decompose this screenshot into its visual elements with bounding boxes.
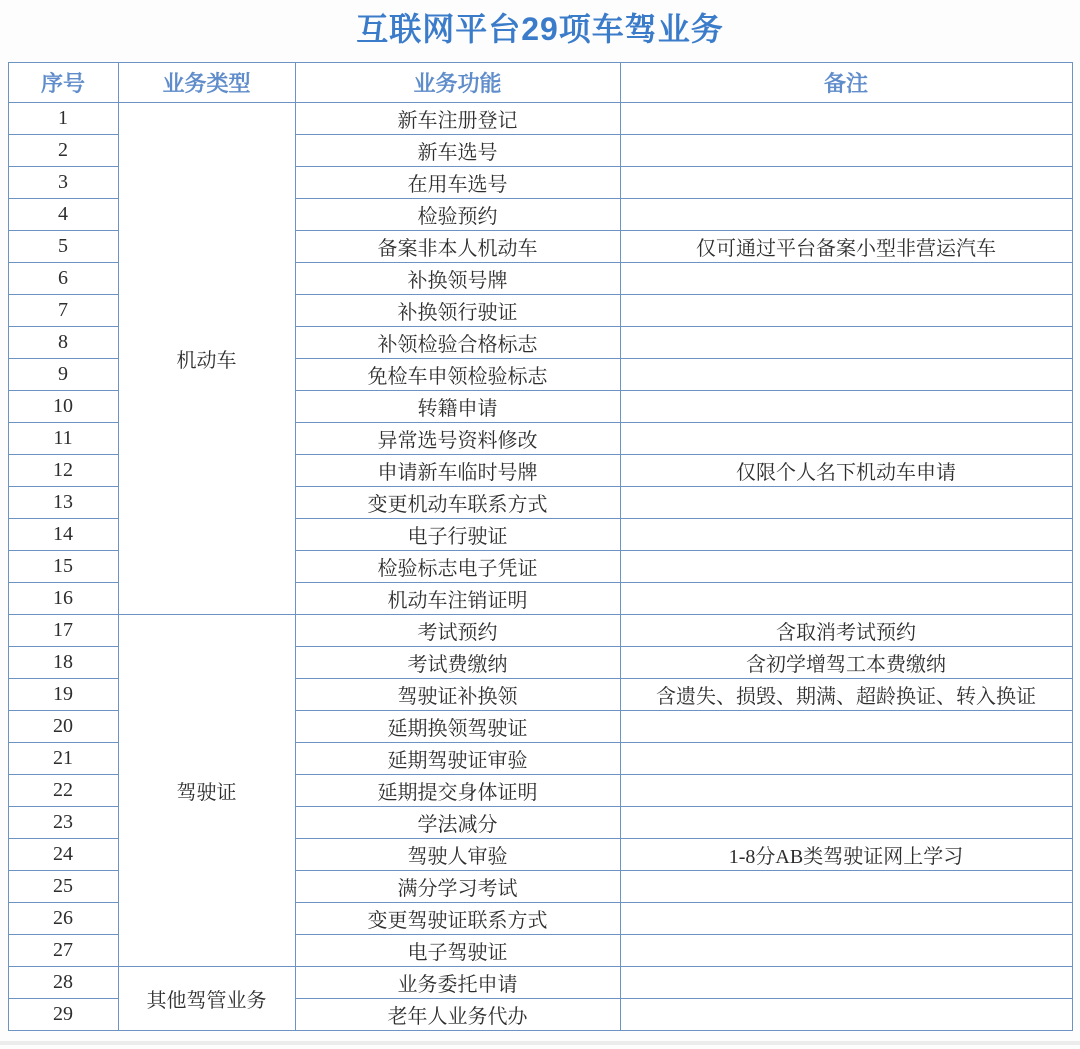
remark-cell: 含遗失、损毁、期满、超龄换证、转入换证 (620, 679, 1072, 711)
serial-number-cell: 26 (8, 903, 118, 935)
remark-cell (620, 775, 1072, 807)
business-function-cell: 机动车注销证明 (295, 583, 620, 615)
header-row (8, 63, 1072, 103)
remark-cell (620, 359, 1072, 391)
remark-cell (620, 871, 1072, 903)
serial-number-cell: 29 (8, 999, 118, 1031)
serial-number-cell: 17 (8, 615, 118, 647)
remark-cell (620, 167, 1072, 199)
serial-number-cell: 12 (8, 455, 118, 487)
serial-number-cell: 20 (8, 711, 118, 743)
business-type-cell: 其他驾管业务 (118, 967, 295, 1031)
business-function-cell: 变更机动车联系方式 (295, 487, 620, 519)
business-function-cell: 考试预约 (295, 615, 620, 647)
remark-cell (620, 967, 1072, 999)
remark-cell: 1-8分AB类驾驶证网上学习 (620, 839, 1072, 871)
remark-cell (620, 519, 1072, 551)
remark-cell: 含初学增驾工本费缴纳 (620, 647, 1072, 679)
serial-number-cell: 19 (8, 679, 118, 711)
business-function-cell: 电子行驶证 (295, 519, 620, 551)
table-row (8, 103, 1072, 135)
business-function-cell: 免检车申领检验标志 (295, 359, 620, 391)
remark-cell (620, 551, 1072, 583)
table-row (8, 967, 1072, 999)
business-function-cell: 申请新车临时号牌 (295, 455, 620, 487)
business-function-cell: 转籍申请 (295, 391, 620, 423)
services-table (8, 62, 1073, 1031)
business-function-cell: 新车选号 (295, 135, 620, 167)
serial-number-cell: 22 (8, 775, 118, 807)
serial-number-cell: 16 (8, 583, 118, 615)
serial-number-cell: 10 (8, 391, 118, 423)
business-function-cell: 学法减分 (295, 807, 620, 839)
remark-cell (620, 263, 1072, 295)
serial-number-cell: 1 (8, 103, 118, 135)
remark-cell (620, 103, 1072, 135)
serial-number-cell: 18 (8, 647, 118, 679)
business-function-cell: 业务委托申请 (295, 967, 620, 999)
header-business-type: 业务类型 (118, 63, 295, 103)
remark-cell: 仅可通过平台备案小型非营运汽车 (620, 231, 1072, 263)
business-function-cell: 补换领号牌 (295, 263, 620, 295)
business-function-cell: 满分学习考试 (295, 871, 620, 903)
remark-cell (620, 807, 1072, 839)
business-function-cell: 变更驾驶证联系方式 (295, 903, 620, 935)
remark-cell (620, 743, 1072, 775)
business-function-cell: 驾驶人审验 (295, 839, 620, 871)
serial-number-cell: 5 (8, 231, 118, 263)
remark-cell (620, 999, 1072, 1031)
serial-number-cell: 7 (8, 295, 118, 327)
business-function-cell: 新车注册登记 (295, 103, 620, 135)
business-function-cell: 延期驾驶证审验 (295, 743, 620, 775)
remark-cell: 含取消考试预约 (620, 615, 1072, 647)
remark-cell (620, 423, 1072, 455)
header-remark: 备注 (620, 63, 1072, 103)
business-function-cell: 电子驾驶证 (295, 935, 620, 967)
serial-number-cell: 27 (8, 935, 118, 967)
business-function-cell: 延期提交身体证明 (295, 775, 620, 807)
business-function-cell: 考试费缴纳 (295, 647, 620, 679)
serial-number-cell: 14 (8, 519, 118, 551)
remark-cell (620, 199, 1072, 231)
serial-number-cell: 24 (8, 839, 118, 871)
page (0, 4, 1080, 1045)
remark-cell (620, 327, 1072, 359)
business-type-cell: 驾驶证 (118, 615, 295, 967)
header-serial-number: 序号 (8, 63, 118, 103)
business-function-cell: 补领检验合格标志 (295, 327, 620, 359)
serial-number-cell: 8 (8, 327, 118, 359)
business-function-cell: 延期换领驾驶证 (295, 711, 620, 743)
serial-number-cell: 9 (8, 359, 118, 391)
business-function-cell: 补换领行驶证 (295, 295, 620, 327)
serial-number-cell: 21 (8, 743, 118, 775)
business-function-cell: 在用车选号 (295, 167, 620, 199)
remark-cell (620, 711, 1072, 743)
serial-number-cell: 15 (8, 551, 118, 583)
serial-number-cell: 6 (8, 263, 118, 295)
remark-cell (620, 295, 1072, 327)
business-function-cell: 驾驶证补换领 (295, 679, 620, 711)
remark-cell (620, 583, 1072, 615)
business-function-cell: 检验预约 (295, 199, 620, 231)
remark-cell (620, 135, 1072, 167)
image-bottom-edge (0, 1041, 1080, 1045)
business-function-cell: 检验标志电子凭证 (295, 551, 620, 583)
remark-cell (620, 391, 1072, 423)
serial-number-cell: 2 (8, 135, 118, 167)
table-row (8, 615, 1072, 647)
remark-cell (620, 935, 1072, 967)
table-body (8, 103, 1072, 1031)
serial-number-cell: 25 (8, 871, 118, 903)
business-function-cell: 老年人业务代办 (295, 999, 620, 1031)
remark-cell: 仅限个人名下机动车申请 (620, 455, 1072, 487)
business-type-cell: 机动车 (118, 103, 295, 615)
business-function-cell: 备案非本人机动车 (295, 231, 620, 263)
header-business-function: 业务功能 (295, 63, 620, 103)
serial-number-cell: 13 (8, 487, 118, 519)
serial-number-cell: 23 (8, 807, 118, 839)
remark-cell (620, 487, 1072, 519)
remark-cell (620, 903, 1072, 935)
business-function-cell: 异常选号资料修改 (295, 423, 620, 455)
serial-number-cell: 11 (8, 423, 118, 455)
table-header (8, 63, 1072, 103)
page-title: 互联网平台29项车驾业务 (356, 11, 724, 47)
serial-number-cell: 28 (8, 967, 118, 999)
serial-number-cell: 3 (8, 167, 118, 199)
serial-number-cell: 4 (8, 199, 118, 231)
